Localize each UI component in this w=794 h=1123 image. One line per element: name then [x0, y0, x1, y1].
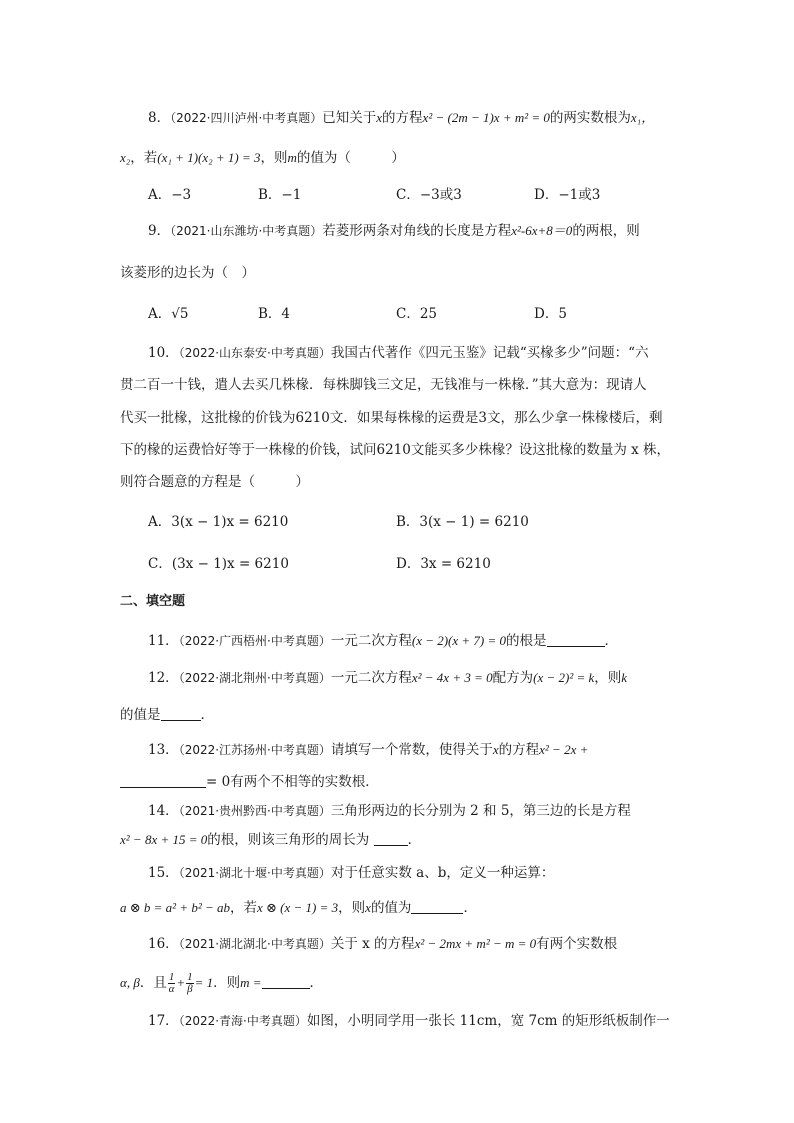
- q16-text-2: 有两个实数根: [536, 936, 618, 952]
- q15-definition: a ⊗ b = a² + b² − ab: [120, 900, 231, 915]
- q15-period: ．: [463, 900, 477, 916]
- q15-var-x: x: [365, 900, 371, 915]
- q9-line2: 该菱形的边长为（ ）: [120, 265, 255, 281]
- q9-option-d: D．5: [534, 306, 567, 322]
- q10-number: 10．: [148, 345, 179, 361]
- q15-equation: x ⊗ (x − 1) = 3: [257, 900, 339, 915]
- q10-line2: 贯二百一十钱，遣人去买几株椽．每株脚钱三文足，无钱准与一株椽．”其大意为：现请人: [120, 377, 647, 393]
- q15-text: 对于任意实数 a、b，定义一种运算：: [330, 865, 555, 881]
- q8-number: 8．: [148, 110, 171, 126]
- q8-line2: [120, 149, 405, 167]
- q16-equation: x² − 2mx + m² − m = 0: [414, 936, 537, 951]
- q13-text: 请填写一个常数，使得关于: [330, 742, 493, 758]
- q14-source: （2021·贵州黔西·中考真题）: [178, 804, 331, 818]
- q8-var-m: m: [287, 150, 297, 165]
- q12-text-2: 配方为: [492, 670, 534, 686]
- q15-answer-blank[interactable]: [411, 900, 463, 914]
- q10-option-b: B．3(x − 1) = 6210: [396, 514, 529, 530]
- q16-text: 关于 x 的方程: [330, 936, 415, 952]
- q10-text: 我国古代著作《四元玉鉴》记载“买椽多少”问题：“六: [330, 345, 649, 361]
- q8-var-x: x: [376, 110, 383, 125]
- q14-text: 三角形两边的长分别为 2 和 5，第三边的长是方程: [330, 803, 631, 819]
- q14-number: 14．: [148, 803, 179, 819]
- q9-number: 9．: [148, 223, 171, 239]
- q8-option-d: D．−1或3: [534, 187, 601, 203]
- q12-answer-blank[interactable]: [161, 707, 201, 721]
- q11-equation: (x − 2)(x + 7) = 0: [411, 633, 507, 648]
- q12-text-4: 的值是: [120, 707, 161, 723]
- q8-line1: [148, 109, 654, 127]
- q16-fraction-beta-denominator: β: [187, 983, 193, 995]
- q12-var-k: k: [621, 670, 628, 685]
- q8-root-x1: x₁，: [630, 110, 655, 125]
- q11-answer-blank[interactable]: [547, 633, 605, 647]
- q10-line5: 则符合题意的方程是（ ）: [120, 474, 309, 490]
- q8-root-x2: x₂: [120, 150, 131, 165]
- q16-period: ．: [309, 975, 324, 991]
- q11-line: [148, 632, 618, 650]
- q13-equation: x² − 2x +: [539, 742, 589, 757]
- q13-line2: [120, 773, 379, 791]
- q13-line1: [148, 741, 588, 759]
- q17-text: 如图，小明同学用一张长 11cm，宽 7cm 的矩形纸板制作一: [306, 1013, 670, 1029]
- q8-text-6: 的值为（ ）: [296, 150, 405, 166]
- q12-line2: [120, 706, 214, 724]
- q16-number: 16．: [148, 936, 179, 952]
- q17-source: （2022·青海·中考真题）: [178, 1014, 307, 1028]
- q17-line1: [148, 1012, 670, 1030]
- q14-equation: x² − 8x + 15 = 0: [120, 832, 208, 847]
- q16-text-4: ．则: [213, 975, 241, 991]
- q10-option-c: C．(3x − 1)x = 6210: [148, 556, 289, 572]
- q15-text-2: ，若: [230, 900, 258, 916]
- q10-line3: 代买一批椽，这批椽的价钱为6210文．如果每株椽的运费是3文，那么少拿一株椽楼后，剩: [120, 410, 663, 426]
- q12-period: ．: [200, 707, 214, 723]
- q10-option-d: D．3x = 6210: [396, 556, 491, 572]
- q14-line2: [120, 831, 421, 849]
- q15-text-3: ，则: [338, 900, 366, 916]
- q13-source: （2022·江苏扬州·中考真题）: [178, 743, 331, 757]
- q8-equation: x² − (2m − 1)x + m² = 0: [422, 110, 550, 125]
- q9-option-a: A．√5: [148, 306, 189, 322]
- q9-option-b: B．4: [258, 306, 291, 322]
- q16-fraction-alpha-numerator: 1: [168, 971, 175, 983]
- q13-number: 13．: [148, 742, 179, 758]
- q8-text: 已知关于: [322, 110, 377, 126]
- q15-line1: [148, 864, 554, 882]
- q13-var-x: x: [492, 742, 499, 757]
- q12-number: 12．: [148, 670, 179, 686]
- q9-text-2: 的两根，则: [572, 223, 640, 239]
- q10-line4: 下的椽的运费恰好等于一株椽的价钱，试问6210文能买多少株椽？设这批椽的数量为 x 株，: [120, 442, 671, 458]
- q12-source: （2022·湖北荆州·中考真题）: [178, 671, 331, 685]
- q8-source: （2022·四川泸州·中考真题）: [170, 111, 323, 125]
- q8-text-2: 的方程: [382, 110, 423, 126]
- q9-option-c: C．25: [396, 306, 438, 322]
- q9-line1: [148, 222, 640, 240]
- q16-roots: α, β: [120, 975, 140, 990]
- q12-text: 一元二次方程: [330, 670, 412, 686]
- q16-fraction-beta-numerator: 1: [187, 971, 193, 983]
- q12-equation: x² − 4x + 3 = 0: [411, 670, 493, 685]
- q16-answer-blank[interactable]: [262, 975, 310, 989]
- q11-text: 一元二次方程: [330, 633, 412, 649]
- q11-text-2: 的根是: [506, 633, 547, 649]
- q14-text-2: 的根，则该三角形的周长为: [207, 832, 370, 848]
- q15-line2: [120, 899, 477, 917]
- q16-line2: [120, 968, 323, 998]
- q13-text-2: 的方程: [498, 742, 540, 758]
- q13-text-3: = 0有两个不相等的实数根．: [206, 774, 379, 790]
- q8-text-3: 的两实数根为: [549, 110, 631, 126]
- q12-line1: [148, 669, 627, 687]
- q17-number: 17．: [148, 1013, 179, 1029]
- q15-number: 15．: [148, 865, 179, 881]
- q11-source: （2022·广西梧州·中考真题）: [178, 634, 331, 648]
- q8-option-b: B．−1: [258, 187, 302, 203]
- q12-equation-2: (x − 2)² = k: [533, 670, 595, 685]
- section-fill-in-title: 二、填空题: [120, 594, 186, 609]
- q11-period: ．: [604, 633, 619, 649]
- q9-text: 若菱形两条对角线的长度是方程: [322, 223, 512, 239]
- q13-answer-blank[interactable]: [120, 774, 206, 788]
- q16-var-m: m =: [240, 975, 262, 990]
- q11-number: 11．: [148, 633, 179, 649]
- q16-plus: +: [176, 975, 186, 990]
- q14-line1: [148, 802, 631, 820]
- q12-text-3: ，则: [594, 670, 622, 686]
- q8-condition: (x₁ + 1)(x₂ + 1) = 3: [157, 150, 261, 165]
- q16-fraction-alpha: [168, 972, 176, 995]
- q16-source: （2021·湖北湖北·中考真题）: [178, 937, 331, 951]
- q10-line1: [148, 344, 649, 362]
- q8-text-5: ，则: [260, 150, 288, 166]
- q15-text-4: 的值为: [370, 900, 412, 916]
- q8-option-a: A．−3: [148, 187, 192, 203]
- q9-equation: x²-6x+8＝0: [511, 223, 573, 238]
- q15-source: （2021·湖北十堰·中考真题）: [178, 866, 331, 880]
- q8-text-4: ，若: [130, 150, 158, 166]
- q8-option-c: C．−3或3: [396, 187, 462, 203]
- q16-fraction-alpha-denominator: α: [168, 983, 175, 995]
- q16-equals-one: = 1: [194, 975, 214, 990]
- q10-source: （2022·山东泰安·中考真题）: [178, 346, 331, 360]
- q16-line1: [148, 935, 617, 953]
- q9-source: （2021·山东潍坊·中考真题）: [170, 224, 323, 238]
- q10-option-a: A．3(x − 1)x = 6210: [148, 514, 289, 530]
- q16-fraction-beta: [186, 972, 194, 995]
- q16-text-3: ．且: [139, 975, 167, 991]
- q14-answer-blank[interactable]: [374, 832, 408, 846]
- q14-period: ．: [407, 832, 422, 848]
